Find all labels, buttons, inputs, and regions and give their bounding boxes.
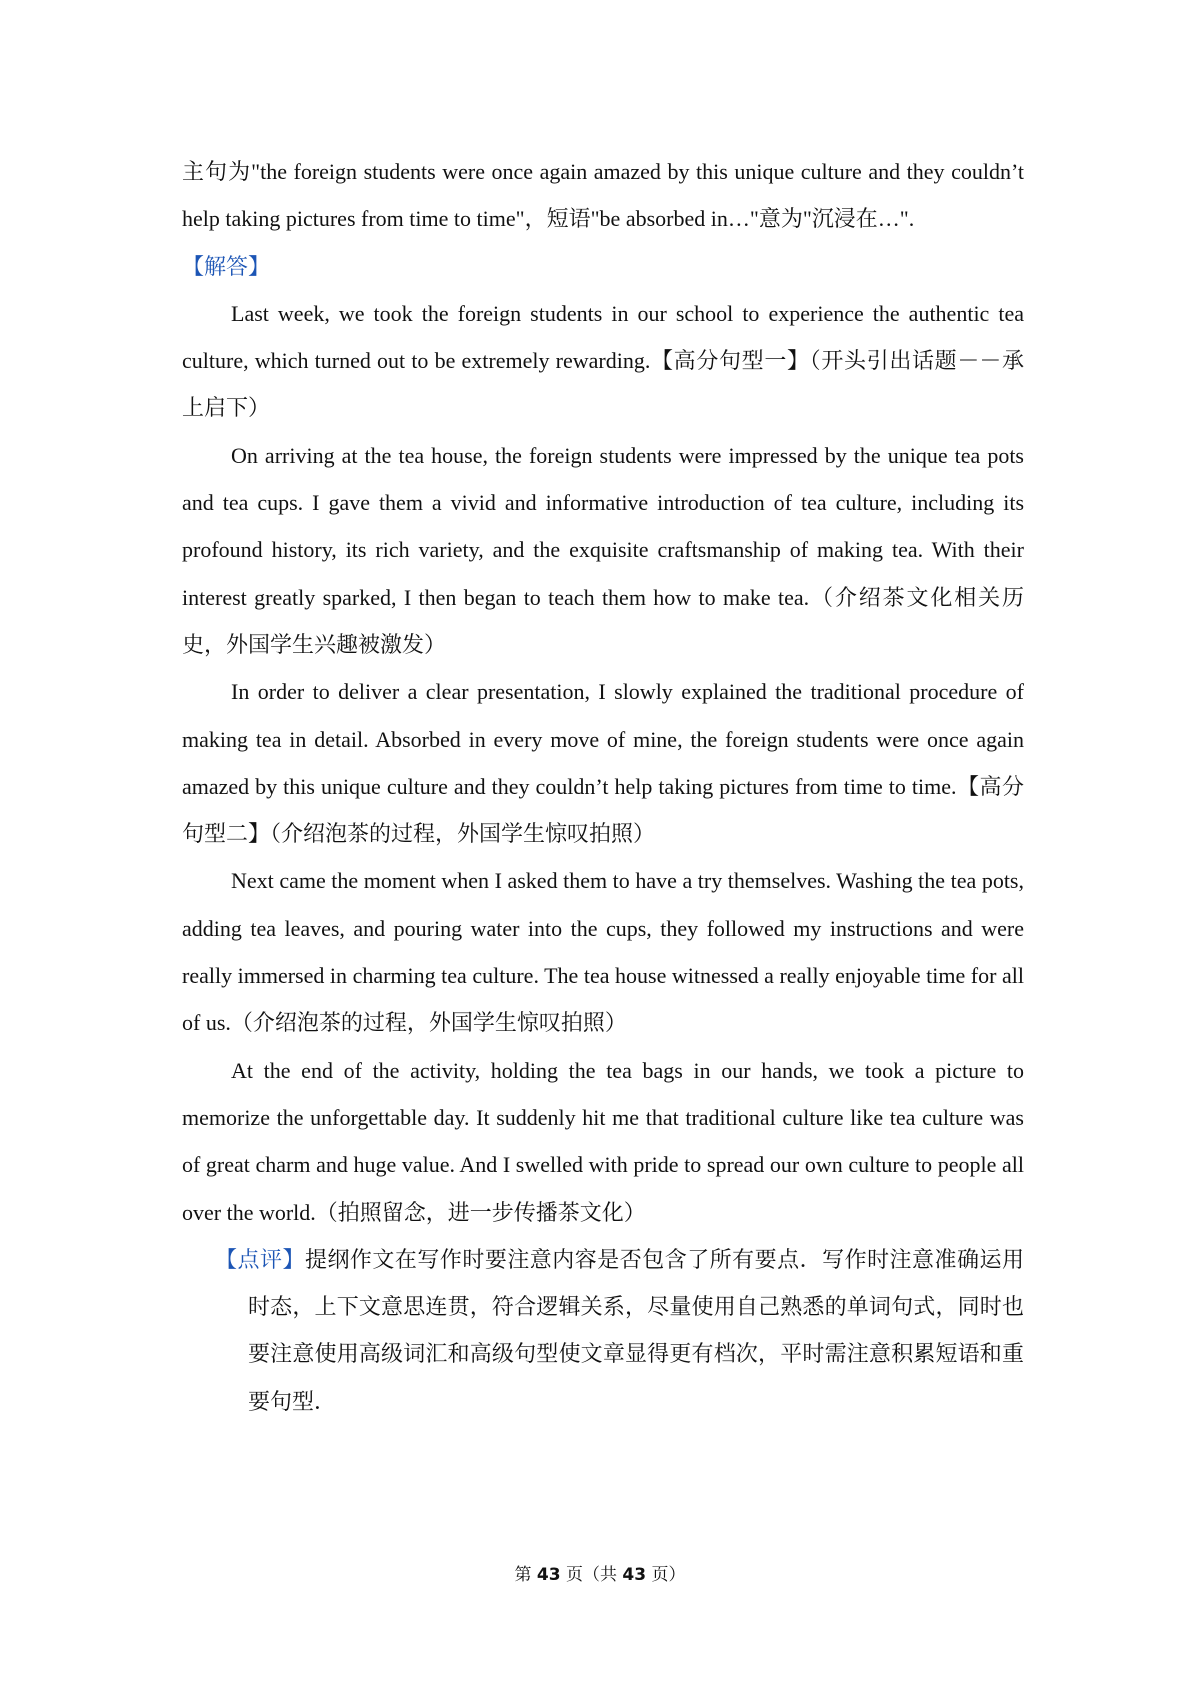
review-label: 【点评】 bbox=[215, 1246, 305, 1272]
footer-middle: 页（共 bbox=[566, 1565, 617, 1585]
answer-label: 【解答】 bbox=[182, 253, 271, 279]
footer-page-number: 43 bbox=[536, 1565, 561, 1585]
footer-suffix: 页） bbox=[651, 1565, 686, 1585]
intro-paragraph: 主句为"the foreign students were once again amazed by this unique culture and they couldn’t help taking pictures from time to time"，短语"be absorbed in…"意为"沉浸在…". bbox=[182, 159, 1024, 232]
review-paragraph bbox=[215, 1236, 1024, 1425]
page-footer bbox=[0, 1560, 1200, 1585]
review-text: 提纲作文在写作时要注意内容是否包含了所有要点．写作时注意准确运用时态，上下文意思连贯，符合逻辑关系，尽量使用自己熟悉的单词句式，同时也要注意使用高级词汇和高级句型使文章显得更有档次，平时需注意积累短语和重要句型． bbox=[248, 1246, 1024, 1414]
answer-paragraph-3: In order to deliver a clear presentation, I slowly explained the traditional procedure of making tea in detail. Absorbed in every move of mine, the foreign students were once again amazed by this unique culture and they couldn’t help taking pictures from time to time.【高分句型二】（介绍泡茶的过程，外国学生惊叹拍照） bbox=[182, 679, 1024, 847]
footer-prefix: 第 bbox=[514, 1565, 532, 1585]
document-body bbox=[182, 148, 1024, 1425]
answer-paragraph-4: Next came the moment when I asked them to have a try themselves. Washing the tea pots, adding tea leaves, and pouring water into the cups, they followed my instructions and were really immersed in charming tea culture. The tea house witnessed a really enjoyable time for all of us.（介绍泡茶的过程，外国学生惊叹拍照） bbox=[182, 868, 1024, 1036]
answer-paragraph-1: Last week, we took the foreign students in our school to experience the authentic tea culture, which turned out to be extremely rewarding.【高分句型一】（开头引出话题－－承上启下） bbox=[182, 300, 1024, 421]
footer-total-pages: 43 bbox=[622, 1565, 647, 1585]
answer-paragraph-2: On arriving at the tea house, the foreign students were impressed by the unique tea pots and tea cups. I gave them a vivid and informative introduction of tea culture, including its profound history, its rich variety, and the exquisite craftsmanship of making tea. With their interest greatly sparked, I then began to teach them how to make tea.（介绍茶文化相关历史，外国学生兴趣被激发） bbox=[182, 442, 1024, 657]
answer-paragraph-5: At the end of the activity, holding the tea bags in our hands, we took a picture to memorize the unforgettable day. It suddenly hit me that traditional culture like tea culture was of great charm and huge value. And I swelled with pride to spread our own culture to people all over the world.（拍照留念，进一步传播茶文化） bbox=[182, 1057, 1024, 1225]
